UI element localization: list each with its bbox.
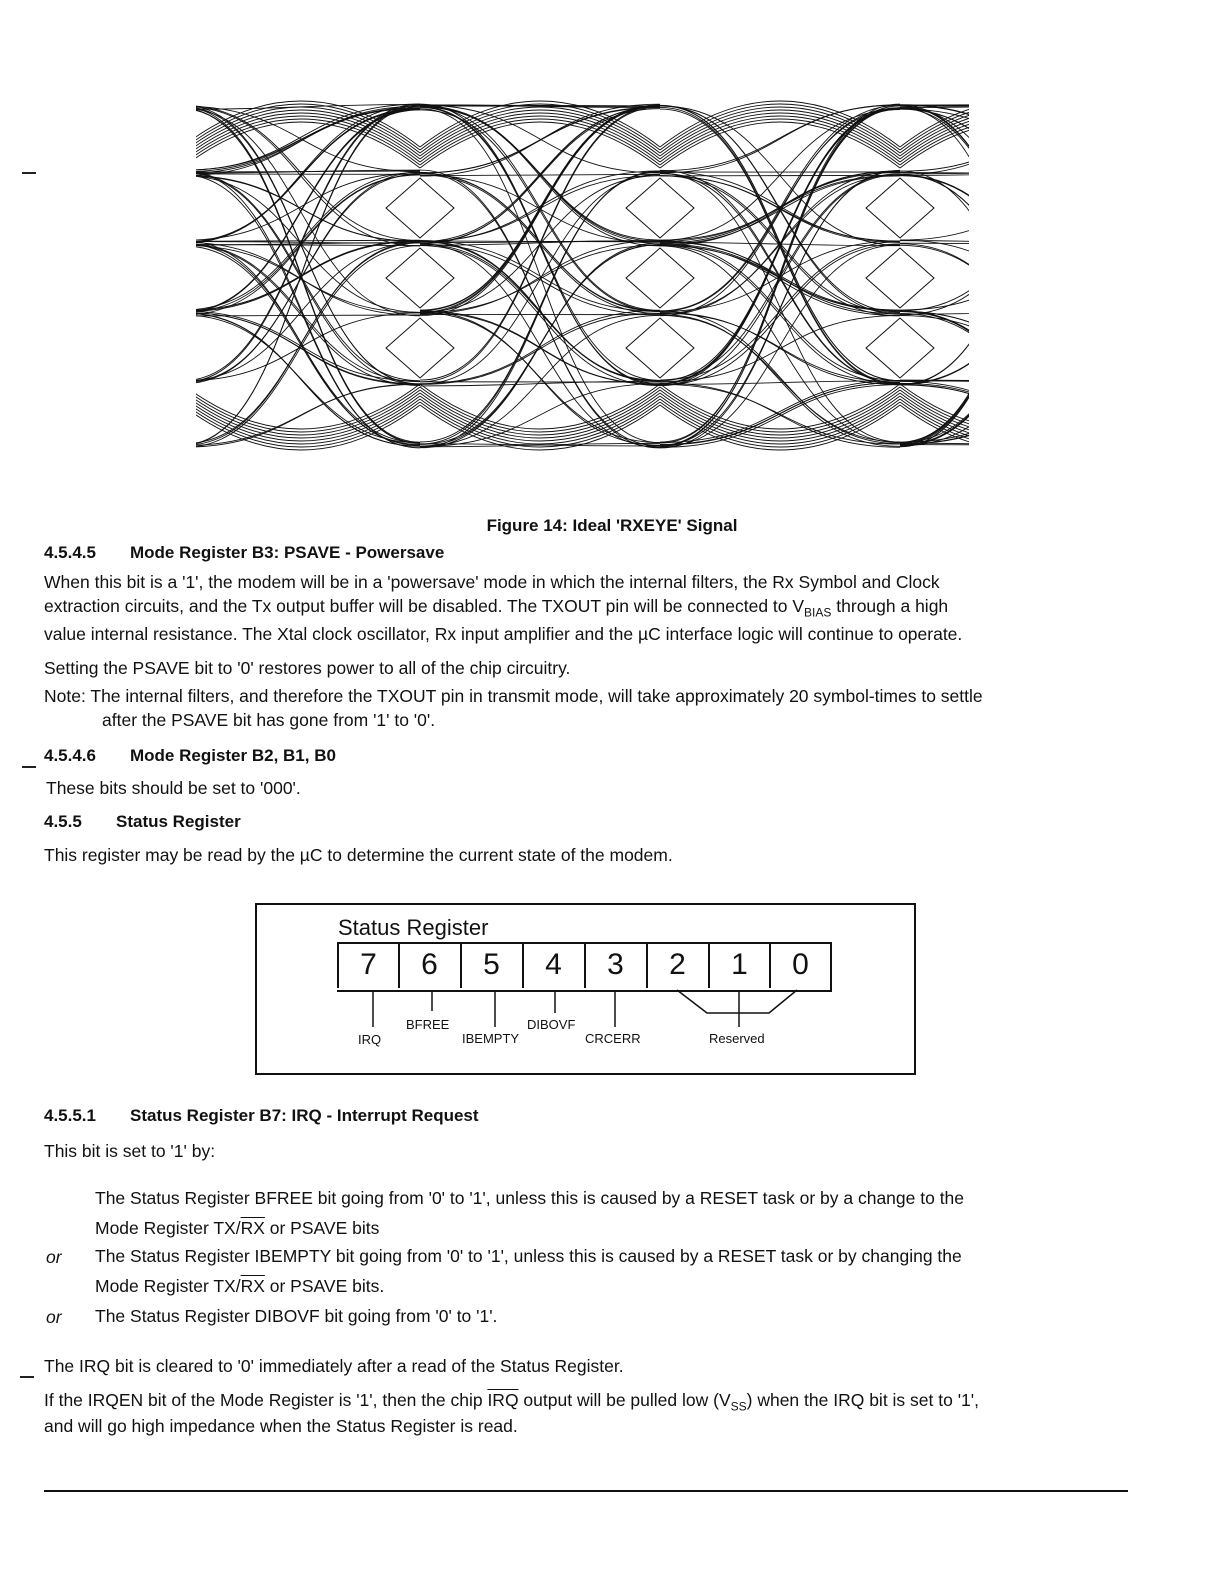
paragraph-psave-line2: extraction circuits, and the Tx output buffer will be disabled. The TXOUT pin will be connected to $V_{BIAS}$ through a high bbox=[44, 596, 949, 620]
section-heading-4545: 4.5.4.5 Mode Register B3: PSAVE - Powersave bbox=[44, 543, 445, 562]
figure-caption: Figure 14: Ideal 'RXEYE' Signal bbox=[486, 516, 738, 535]
paragraph-irqen-line2: and will go high impedance when the Status Register is read. bbox=[44, 1416, 518, 1436]
eye-opening bbox=[626, 248, 694, 308]
or-label: or bbox=[46, 1247, 62, 1267]
eye-opening bbox=[386, 178, 454, 238]
bit-cell-3: 3 bbox=[584, 942, 645, 988]
register-title: Status Register bbox=[338, 915, 489, 940]
note-label: Note: bbox=[44, 686, 86, 706]
bit-cell-2: 2 bbox=[646, 942, 707, 988]
eye-opening bbox=[866, 318, 934, 378]
eye-opening bbox=[386, 318, 454, 378]
paragraph-psave-line3: value internal resistance. The Xtal clock oscillator, Rx input amplifier and the µC interface logic will continue to operate. bbox=[44, 624, 963, 644]
bit-cell-5: 5 bbox=[460, 942, 521, 988]
field-label-dibovf: DIBOVF bbox=[527, 1017, 576, 1032]
eye-opening bbox=[386, 248, 454, 308]
field-label-irq: IRQ bbox=[358, 1032, 382, 1047]
paragraph-psave-restore: Setting the PSAVE bit to '0' restores power to all of the chip circuitry. bbox=[44, 658, 571, 678]
section-heading-4551: 4.5.5.1 Status Register B7: IRQ - Interrupt Request bbox=[44, 1106, 479, 1125]
paragraph-mode-bits: These bits should be set to '000'. bbox=[46, 778, 301, 798]
bit-cell-6: 6 bbox=[398, 942, 459, 988]
bit-cell-4: 4 bbox=[522, 942, 583, 988]
register-leader-lines bbox=[257, 905, 914, 1073]
bit-cell-7: 7 bbox=[337, 942, 398, 988]
note-line1: Note: The internal filters, and therefore the TXOUT pin in transmit mode, will take approximately 20 symbol-times to settle bbox=[44, 686, 983, 706]
field-label-ibempty: IBEMPTY bbox=[462, 1031, 520, 1046]
field-label-crcerr: CRCERR bbox=[585, 1031, 641, 1046]
margin-mark bbox=[20, 1376, 34, 1378]
section-heading-455: 4.5.5 Status Register bbox=[44, 812, 241, 831]
paragraph-irqen-line1: If the IRQEN bit of the Mode Register is '1', then the chip $\overline{IRQ}$ output will be pulled low $(V_{SS})$ when the IRQ bit is set to '1', bbox=[44, 1390, 979, 1414]
margin-mark bbox=[22, 172, 36, 174]
paragraph-irq-cleared: The IRQ bit is cleared to '0' immediately after a read of the Status Register. bbox=[44, 1356, 624, 1376]
list-item-bfree: The Status Register BFREE bit going from '0' to '1', unless this is caused by a RESET task or by a change to the Mode Register $TX/\overline{RX}$ or PSAVE bits bbox=[95, 1188, 965, 1238]
eye-diagram-figure bbox=[195, 85, 970, 465]
paragraph-irq-intro: This bit is set to '1' by: bbox=[44, 1141, 216, 1161]
field-label-reserved: Reserved bbox=[709, 1031, 765, 1046]
eye-opening bbox=[866, 178, 934, 238]
paragraph-status-register: This register may be read by the µC to determine the current state of the modem. bbox=[44, 845, 673, 865]
field-label-bfree: BFREE bbox=[406, 1017, 450, 1032]
bit-cell-1: 1 bbox=[708, 942, 769, 988]
eye-opening bbox=[866, 248, 934, 308]
or-label: or bbox=[46, 1307, 62, 1327]
status-register-diagram bbox=[255, 903, 916, 1075]
list-item-ibempty: The Status Register IBEMPTY bit going from '0' to '1', unless this is caused by a RESET task or by changing the Mode Register $TX/\overline{RX}$ or PSAVE bits. bbox=[95, 1246, 962, 1296]
eye-opening bbox=[626, 178, 694, 238]
footer-rule bbox=[44, 1490, 1128, 1492]
list-item-dibovf: The Status Register DIBOVF bit going from '0' to '1'. bbox=[95, 1306, 498, 1326]
section-heading-4546: 4.5.4.6 Mode Register B2, B1, B0 bbox=[44, 746, 336, 765]
paragraph-psave-line1: When this bit is a '1', the modem will be in a 'powersave' mode in which the internal filters, the Rx Symbol and Clock bbox=[44, 572, 940, 592]
note-line2: after the PSAVE bit has gone from '1' to '0'. bbox=[102, 710, 436, 730]
bit-cell-0: 0 bbox=[769, 942, 830, 988]
margin-mark bbox=[22, 766, 36, 768]
eye-opening bbox=[626, 318, 694, 378]
